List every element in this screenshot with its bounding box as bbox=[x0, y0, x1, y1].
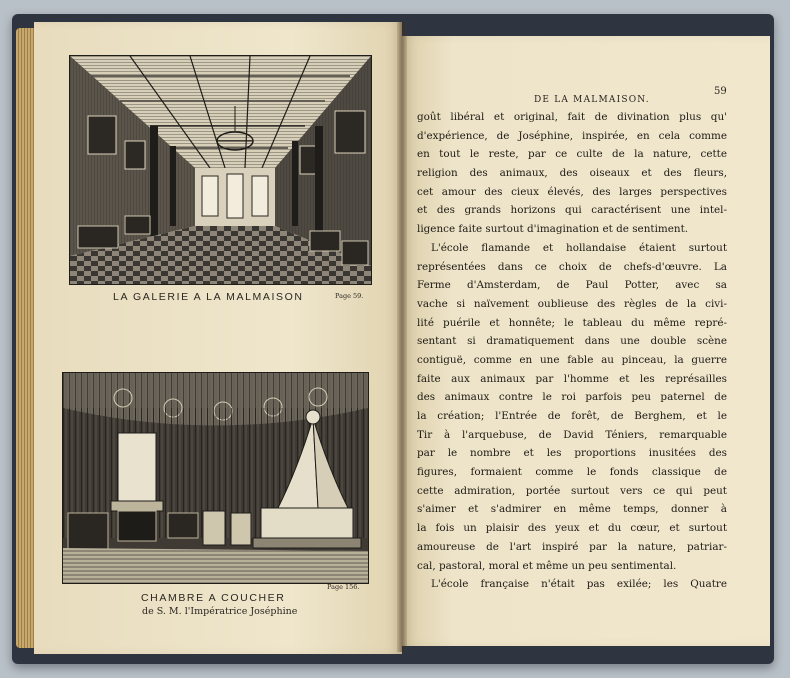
bedroom-engraving bbox=[62, 372, 369, 584]
text-line: vache si naïvement oublieuse des règles de la civi- bbox=[417, 297, 727, 310]
text-line: ligence faite surtout d'imagination et de sentiment. bbox=[417, 223, 689, 236]
text-line: religion des animaux, des oiseaux et des fleurs, bbox=[417, 167, 727, 180]
bedroom-caption: CHAMBRE A COUCHER bbox=[141, 592, 286, 604]
text-line: figures, formaient comme le fonds classique de bbox=[417, 466, 727, 479]
body-text bbox=[417, 108, 727, 594]
text-line: Tir à l'arquebuse, de David Téniers, remarquable bbox=[417, 428, 727, 441]
text-line: Ferme d'Amsterdam, de Paul Potter, avec sa bbox=[417, 279, 727, 292]
text-line: L'école flamande et hollandaise étaient surtout bbox=[431, 241, 727, 254]
text-line: amoureuse de l'art inspiré par la nature, patriar- bbox=[417, 540, 727, 553]
book-gutter bbox=[397, 22, 407, 652]
text-line: des animaux contre le roi parfois peu paternel de bbox=[417, 391, 727, 404]
text-line: lité puérile et honnête; le tableau du même repré- bbox=[417, 316, 727, 329]
text-line: d'expérience, de Joséphine, inspirée, en cela comme bbox=[417, 129, 727, 142]
text-line: en tout le reste, par ce culte de la nature, cette bbox=[417, 148, 727, 161]
text-line: par le nombre et les proportions inusitées des bbox=[417, 447, 727, 460]
text-line: cal, pastoral, moral et même un peu sentimental. bbox=[417, 559, 677, 572]
gallery-page-ref: Page 59. bbox=[335, 292, 364, 300]
text-line: goût libéral et original, fait de divination plus qu' bbox=[417, 111, 727, 123]
text-line: la fois un plaisir des yeux et du cœur, et surtout bbox=[417, 522, 727, 535]
text-line: L'école française n'était pas exilée; les Quatre bbox=[431, 578, 727, 591]
bedroom-subcaption: de S. M. l'Impératrice Joséphine bbox=[142, 606, 298, 617]
text-line: s'aimer et s'admirer en même temps, donner à bbox=[417, 503, 727, 516]
bedroom-page-ref: Page 156. bbox=[327, 583, 360, 591]
text-line: cet amour des cieux élevés, des larges perspectives bbox=[417, 185, 727, 198]
text-line: la création; l'Entrée de forêt, de Berghem, et le bbox=[417, 410, 727, 422]
page-number: 59 bbox=[714, 86, 727, 97]
text-line: sentant si dramatiquement dans une double scène bbox=[417, 335, 727, 348]
running-head: DE LA MALMAISON. bbox=[534, 95, 650, 105]
gallery-engraving bbox=[69, 55, 372, 285]
text-line: représentées dans ce choix de chefs-d'œuvre. La bbox=[417, 260, 727, 273]
text-line: faite aux animaux par l'homme et les représailles bbox=[417, 372, 727, 385]
text-line: contiguë, comme en une fable au pinceau, la guerre bbox=[417, 353, 727, 366]
text-line: et des grands horizons qui caractérisent une intel- bbox=[417, 204, 727, 217]
text-line: cette admiration, portée surtout vers ce qui peut bbox=[417, 484, 727, 497]
gallery-caption: LA GALERIE A LA MALMAISON bbox=[113, 291, 304, 303]
